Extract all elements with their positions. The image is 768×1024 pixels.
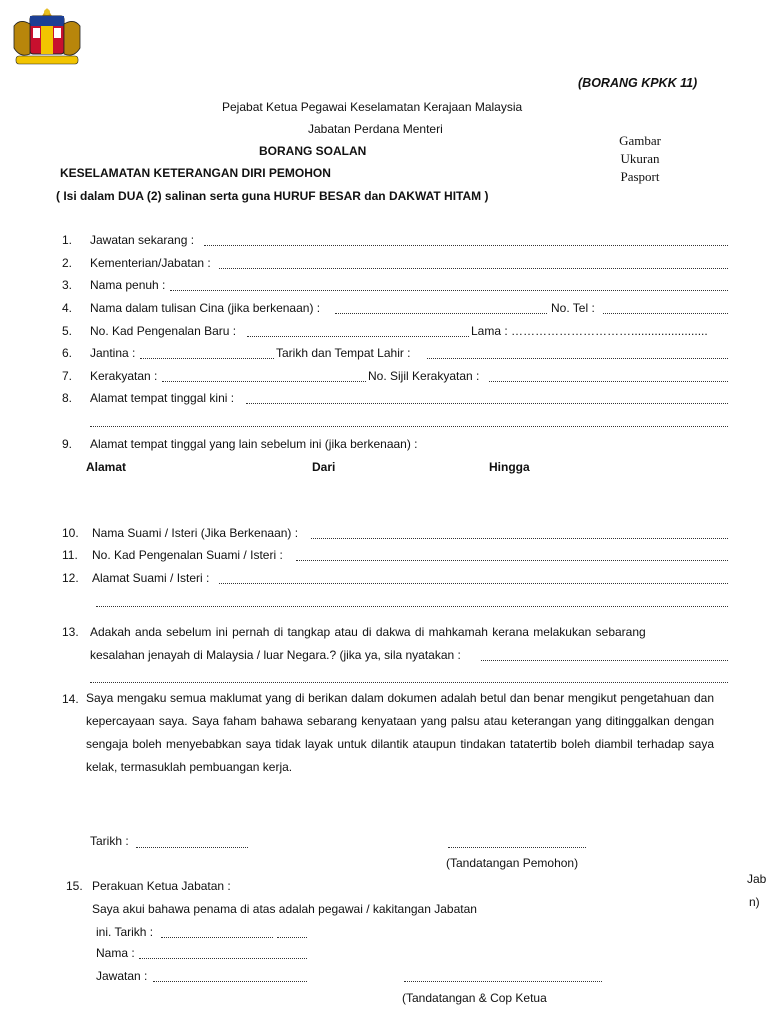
item-number: 1. xyxy=(62,233,73,247)
photo-label-line1: Gambar xyxy=(619,133,661,148)
form-subtitle: KESELAMATAN KETERANGAN DIRI PEMOHON xyxy=(60,166,331,180)
field-alamat-kini[interactable] xyxy=(246,403,728,404)
label-alamat-lain: Alamat tempat tinggal yang lain sebelum ini (jika berkenaan) : xyxy=(90,437,418,451)
label-perakuan-jawatan: Jawatan : xyxy=(96,969,148,983)
field-signature-applicant[interactable] xyxy=(448,847,586,848)
cutoff-text-2: n) xyxy=(749,895,760,909)
column-dari: Dari xyxy=(312,460,336,474)
question-13-line1: Adakah anda sebelum ini pernah di tangkap atau di dakwa di mahkamah kerana melakukan sebarang xyxy=(90,625,646,639)
field-nama-suami-isteri[interactable] xyxy=(311,538,728,539)
field-jawatan[interactable] xyxy=(204,245,728,246)
form-title: BORANG SOALAN xyxy=(259,144,367,158)
item-number: 14. xyxy=(62,692,79,706)
field-alamat-suami-isteri-2[interactable] xyxy=(96,606,728,607)
label-nama-penuh: Nama penuh : xyxy=(90,278,166,292)
item-number: 2. xyxy=(62,256,73,270)
column-hingga: Hingga xyxy=(489,460,530,474)
field-tarikh-lahir[interactable] xyxy=(427,358,728,359)
field-kad-baru[interactable] xyxy=(247,336,469,337)
field-kementerian[interactable] xyxy=(219,268,728,269)
item-number: 5. xyxy=(62,324,73,338)
label-alamat-suami-isteri: Alamat Suami / Isteri : xyxy=(92,571,210,585)
label-signature-applicant: (Tandatangan Pemohon) xyxy=(446,856,579,870)
declaration-paragraph: Saya mengaku semua maklumat yang di berikan dalam dokumen adalah betul dan benar mengikut pengetahuan dan kepercayaan saya. Saya faham bahawa sebarang kenyataan yang palsu atau keterangan yang ditinggalkan dengan sengaja boleh menyebabkan saya tidak layak untuk dilantik ataupun tindakan tatatertib boleh diambil terhadap saya kelak, termasuklah pembuangan kerja. xyxy=(86,691,714,774)
column-alamat: Alamat xyxy=(86,460,127,474)
department-name: Jabatan Perdana Menteri xyxy=(308,122,443,136)
photo-label-line3: Pasport xyxy=(620,169,660,184)
label-jawatan: Jawatan sekarang : xyxy=(90,233,195,247)
malaysia-coat-of-arms-logo xyxy=(6,4,88,70)
field-tarikh[interactable] xyxy=(136,847,248,848)
field-jantina[interactable] xyxy=(140,358,274,359)
field-no-tel[interactable] xyxy=(603,313,728,314)
label-perakuan-nama: Nama : xyxy=(96,946,135,960)
item-number: 11. xyxy=(62,548,78,562)
field-jenayah-2[interactable] xyxy=(90,682,728,683)
office-name: Pejabat Ketua Pegawai Keselamatan Kerajaan Malaysia xyxy=(222,100,523,114)
label-nama-suami-isteri: Nama Suami / Isteri (Jika Berkenaan) : xyxy=(92,526,299,540)
item-number: 6. xyxy=(62,346,73,360)
field-signature-head[interactable] xyxy=(404,981,602,982)
item-number: 8. xyxy=(62,391,73,405)
item-number: 10. xyxy=(62,526,79,540)
item-number: 7. xyxy=(62,369,73,383)
field-perakuan-jawatan[interactable] xyxy=(153,981,307,982)
field-alamat-suami-isteri[interactable] xyxy=(219,583,728,584)
form-code: (BORANG KPKK 11) xyxy=(578,76,698,90)
label-alamat-kini: Alamat tempat tinggal kini : xyxy=(90,391,235,405)
photo-label-line2: Ukuran xyxy=(620,151,660,166)
item-number: 3. xyxy=(62,278,73,292)
label-kad-lama: Lama : …………………………....................... xyxy=(471,324,708,338)
label-kerakyatan: Kerakyatan : xyxy=(90,369,158,383)
label-nama-cina: Nama dalam tulisan Cina (jika berkenaan) : xyxy=(90,301,321,315)
field-kerakyatan[interactable] xyxy=(162,381,366,382)
form-instruction: ( Isi dalam DUA (2) salinan serta guna HURUF BESAR dan DAKWAT HITAM ) xyxy=(56,189,489,203)
field-kad-suami-isteri[interactable] xyxy=(296,560,728,561)
field-alamat-kini-2[interactable] xyxy=(90,426,728,427)
item-number: 12. xyxy=(62,571,79,585)
label-kad-baru: No. Kad Pengenalan Baru : xyxy=(90,324,237,338)
label-sijil-kerakyatan: No. Sijil Kerakyatan : xyxy=(368,369,480,383)
item-number: 13. xyxy=(62,625,79,639)
perakuan-statement: Saya akui bahawa penama di atas adalah pegawai / kakitangan Jabatan xyxy=(92,902,477,916)
passport-photo-box xyxy=(610,132,670,186)
item-number: 15. xyxy=(66,879,83,893)
item-number: 9. xyxy=(62,437,73,451)
field-nama-cina[interactable] xyxy=(335,313,547,314)
field-jenayah[interactable] xyxy=(481,660,728,661)
label-kementerian: Kementerian/Jabatan : xyxy=(90,256,211,270)
label-jantina: Jantina : xyxy=(90,346,136,360)
field-nama-penuh[interactable] xyxy=(170,290,728,291)
label-no-tel: No. Tel : xyxy=(551,301,595,315)
label-perakuan-tarikh: ini. Tarikh : xyxy=(96,925,154,939)
label-tarikh-lahir: Tarikh dan Tempat Lahir : xyxy=(276,346,411,360)
label-signature-head: (Tandatangan & Cop Ketua xyxy=(402,991,547,1005)
field-sijil-kerakyatan[interactable] xyxy=(489,381,728,382)
field-perakuan-tarikh[interactable] xyxy=(161,937,273,938)
field-perakuan-nama[interactable] xyxy=(139,958,307,959)
cutoff-text-1: Jab xyxy=(747,872,767,886)
question-13-line2: kesalahan jenayah di Malaysia / luar Negara.? (jika ya, sila nyatakan : xyxy=(90,648,461,662)
label-kad-suami-isteri: No. Kad Pengenalan Suami / Isteri : xyxy=(92,548,283,562)
label-tarikh: Tarikh : xyxy=(90,834,129,848)
field-perakuan-tarikh-2[interactable] xyxy=(277,937,307,938)
item-number: 4. xyxy=(62,301,73,315)
label-perakuan: Perakuan Ketua Jabatan : xyxy=(92,879,231,893)
